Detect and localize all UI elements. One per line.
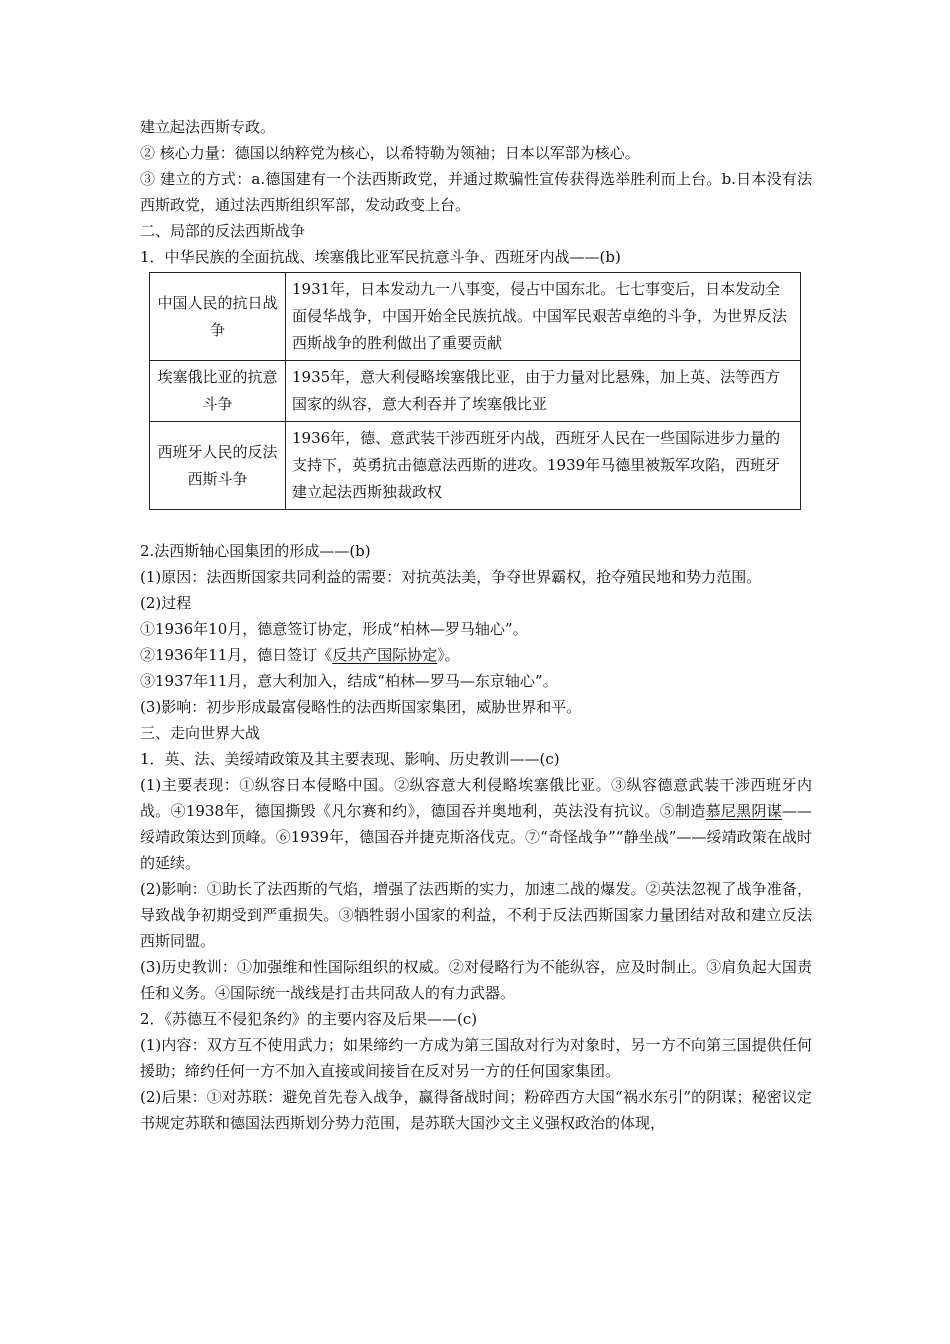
paragraph-appeasement-impact: (2)影响：①助长了法西斯的气焰，增强了法西斯的实力，加速二战的爆发。②英法忽视了战争准备，导致战争初期受到严重损失。③牺牲弱小国家的利益，不利于反法西斯国家力量团结对敌和建立反法西斯同盟。	[140, 880, 812, 950]
text-span: ——绥靖政策达到顶峰。⑥1939年，德国吞并捷克斯洛伐克。⑦“奇怪战争”“静坐战”——绥靖政策在战时的延续。	[140, 802, 812, 872]
table-cell-body: 1931年，日本发动九一八事变，侵占中国东北。七七事变后，日本发动全面侵华战争，中国开始全民族抗战。中国军民艰苦卓绝的斗争，为世界反法西斯战争的胜利做出了重要贡献	[286, 273, 801, 361]
section-heading-local-war: 二、局部的反法西斯战争	[140, 222, 306, 240]
paragraph-establish-method: ③ 建立的方式：a.德国建有一个法西斯政党，并通过欺骗性宣传获得选举胜利而上台。b.日本没有法西斯政党，通过法西斯组织军部，发动政变上台。	[140, 170, 812, 214]
table-cell-body: 1935年，意大利侵略埃塞俄比亚，由于力量对比悬殊，加上英、法等西方国家的纵容，意大利吞并了埃塞俄比亚	[286, 361, 801, 422]
text-span: 》。	[437, 646, 460, 664]
subheading-nonaggression-pact: 2．《苏德互不侵犯条约》的主要内容及后果——(c)	[140, 1010, 478, 1028]
paragraph-axis-step-2	[140, 642, 812, 668]
document-page	[140, 114, 812, 1136]
paragraph-core-force: ② 核心力量：德国以纳粹党为核心，以希特勒为领袖；日本以军部为核心。	[140, 144, 640, 162]
table-row	[150, 361, 801, 422]
paragraph-pact-consequences: (2)后果：①对苏联：避免首先卷入战争，赢得备战时间；粉碎西方大国“祸水东引”的阴谋；秘密议定书规定苏联和德国法西斯划分势力范围，是苏联大国沙文主义强权政治的体现，	[140, 1088, 812, 1132]
text-span: ②1936年11月，德日签订《	[140, 646, 333, 664]
paragraph-fascist-dictatorship: 建立起法西斯专政。	[140, 118, 276, 136]
table-cell-head: 西班牙人民的反法西斯斗争	[150, 422, 286, 510]
paragraph-appeasement-lessons: (3)历史教训：①加强维和性国际组织的权威。②对侵略行为不能纵容，应及时制止。③肩负起大国责任和义务。④国际统一战线是打击共同敌人的有力武器。	[140, 958, 812, 1002]
text-span: (1)主要表现：①纵容日本侵略中国。②纵容意大利侵略埃塞俄比亚。③纵容德意武装干涉西班牙内战。④1938年，德国撕毁《凡尔赛和约》，德国吞并奥地利，英法没有抗议。⑤制造	[140, 776, 812, 820]
table-cell-head: 埃塞俄比亚的抗意斗争	[150, 361, 286, 422]
paragraph-axis-step-3: ③1937年11月，意大利加入，结成“柏林—罗马—东京轴心”。	[140, 672, 558, 690]
subheading-national-resistance: 1．中华民族的全面抗战、埃塞俄比亚军民抗意斗争、西班牙内战——(b)	[140, 248, 621, 266]
table-cell-head: 中国人民的抗日战争	[150, 273, 286, 361]
table-row	[150, 273, 801, 361]
table-cell-body: 1936年，德、意武装干涉西班牙内战，西班牙人民在一些国际进步力量的支持下，英勇抗击德意法西斯的进攻。1939年马德里被叛军攻陷，西班牙建立起法西斯独裁政权	[286, 422, 801, 510]
paragraph-appeasement-manifestations	[140, 772, 812, 876]
paragraph-pact-content: (1)内容：双方互不使用武力；如果缔约一方成为第三国敌对行为对象时，另一方不向第三国提供任何援助；缔约任何一方不加入直接或间接旨在反对另一方的任何国家集团。	[140, 1036, 812, 1080]
paragraph-axis-effect: (3)影响：初步形成最富侵略性的法西斯国家集团，威胁世界和平。	[140, 698, 582, 716]
paragraph-axis-process: (2)过程	[140, 594, 192, 612]
paragraph-axis-cause: (1)原因：法西斯国家共同利益的需要：对抗英法美，争夺世界霸权，抢夺殖民地和势力范围。	[140, 568, 762, 586]
paragraph-axis-step-1: ①1936年10月，德意签订协定，形成“柏林—罗马轴心”。	[140, 620, 528, 638]
section-heading-world-war: 三、走向世界大战	[140, 724, 261, 742]
resistance-table	[149, 272, 801, 510]
subheading-appeasement: 1．英、法、美绥靖政策及其主要表现、影响、历史教训——(c)	[140, 750, 560, 768]
underlined-term: 慕尼黑阴谋	[705, 802, 782, 820]
underlined-term: 反共产国际协定	[332, 646, 438, 664]
subheading-axis-formation: 2.法西斯轴心国集团的形成——(b)	[140, 542, 371, 560]
table-row	[150, 422, 801, 510]
